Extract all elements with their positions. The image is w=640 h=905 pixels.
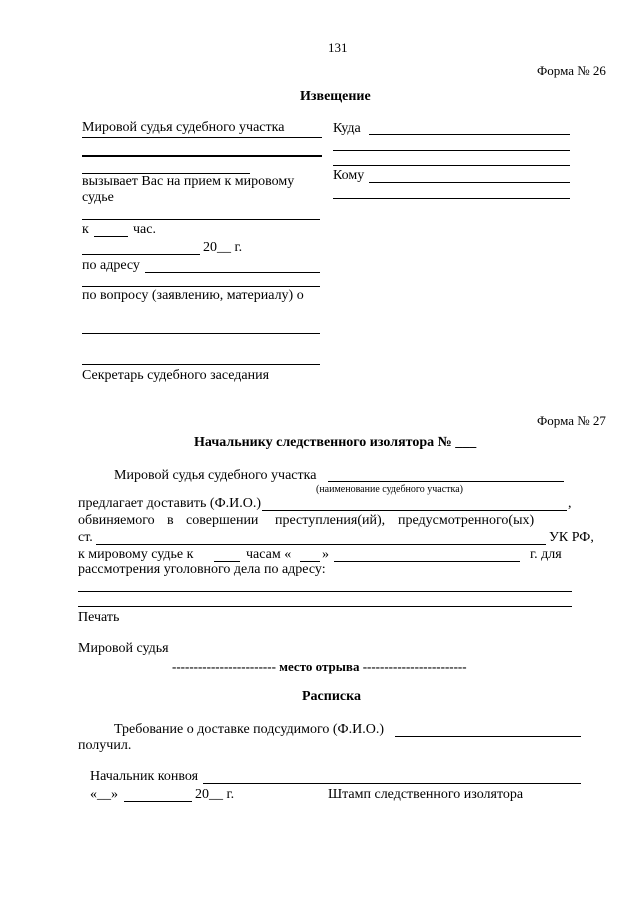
received-label: получил. — [78, 738, 132, 753]
convoy-head-field-line — [203, 783, 581, 784]
close-quote: » — [322, 547, 329, 562]
field-line — [82, 333, 320, 334]
month-field-line — [334, 561, 520, 562]
secretary-label: Секретарь судебного заседания — [82, 368, 270, 383]
field-line — [333, 198, 570, 199]
judge-label: Мировой судья — [78, 641, 169, 656]
field-line — [333, 165, 570, 166]
to-where-label: Куда — [333, 121, 361, 136]
date-field-line — [82, 254, 200, 255]
article-field-line — [96, 544, 546, 545]
accused-word-5: предусмотренного(ых) — [398, 513, 535, 528]
form27-label: Форма № 27 — [537, 413, 606, 428]
judge-underline — [82, 137, 322, 138]
date-field-line — [124, 801, 192, 802]
accused-word-1: обвиняемого — [78, 513, 155, 528]
hours-label: часам « — [246, 547, 292, 562]
to-judge-label: к мировому судье к — [78, 547, 194, 562]
form26-judge-line: Мировой судья судебного участка — [82, 120, 285, 135]
code-label: УК РФ, — [549, 530, 594, 545]
year-for-label: г. для — [530, 547, 562, 562]
field-line — [78, 606, 572, 607]
comma: , — [568, 496, 572, 511]
form26-title: Извещение — [300, 89, 371, 104]
name-field-line — [262, 510, 567, 511]
form27-title: Начальнику следственного изолятора № ___ — [194, 435, 477, 450]
court-field-line — [328, 481, 564, 482]
to-where-field-line — [369, 134, 570, 135]
question-label: по вопросу (заявлению, материалу) о — [82, 288, 304, 303]
at-label: к — [82, 222, 89, 237]
summons-text-2: судье — [82, 190, 114, 205]
field-line — [82, 286, 320, 287]
stamp-label: Печать — [78, 610, 120, 625]
court-caption: (наименование судебного участка) — [316, 484, 464, 495]
defendant-name-field-line — [395, 736, 581, 737]
field-line — [82, 155, 322, 157]
convoy-head-label: Начальник конвоя — [90, 769, 199, 784]
form26-label: Форма № 26 — [537, 63, 606, 78]
hour-field-line — [94, 236, 128, 237]
accused-word-3: совершении — [186, 513, 259, 528]
date-open: «__» — [90, 787, 118, 802]
field-line — [82, 364, 320, 365]
hour-label: час. — [133, 222, 156, 237]
consideration-label: рассмотрения уголовного дела по адресу: — [78, 562, 326, 577]
to-whom-field-line — [369, 182, 570, 183]
requirement-label: Требование о доставке подсудимого (Ф.И.О.) — [114, 722, 384, 737]
address-field-line — [145, 272, 320, 273]
summons-text: вызывает Вас на прием к мировому — [82, 174, 295, 189]
to-whom-label: Кому — [333, 168, 365, 183]
detention-stamp-label: Штамп следственного изолятора — [328, 787, 524, 802]
page-number: 131 — [328, 40, 348, 55]
article-label: ст. — [78, 530, 93, 545]
receipt-year: 20__ г. — [195, 787, 235, 802]
receipt-title: Расписка — [302, 689, 361, 704]
tear-line: ------------------------ место отрыва ------------------------ — [172, 659, 467, 674]
accused-word-4: преступления(ий), — [275, 513, 386, 528]
address-label: по адресу — [82, 258, 140, 273]
year-label: 20__ г. — [203, 240, 243, 255]
accused-word-2: в — [167, 513, 174, 528]
field-line — [82, 219, 320, 220]
form27-judge-line: Мировой судья судебного участка — [114, 468, 317, 483]
field-line — [78, 591, 572, 592]
deliver-label: предлагает доставить (Ф.И.О.) — [78, 496, 262, 511]
field-line — [333, 150, 570, 151]
